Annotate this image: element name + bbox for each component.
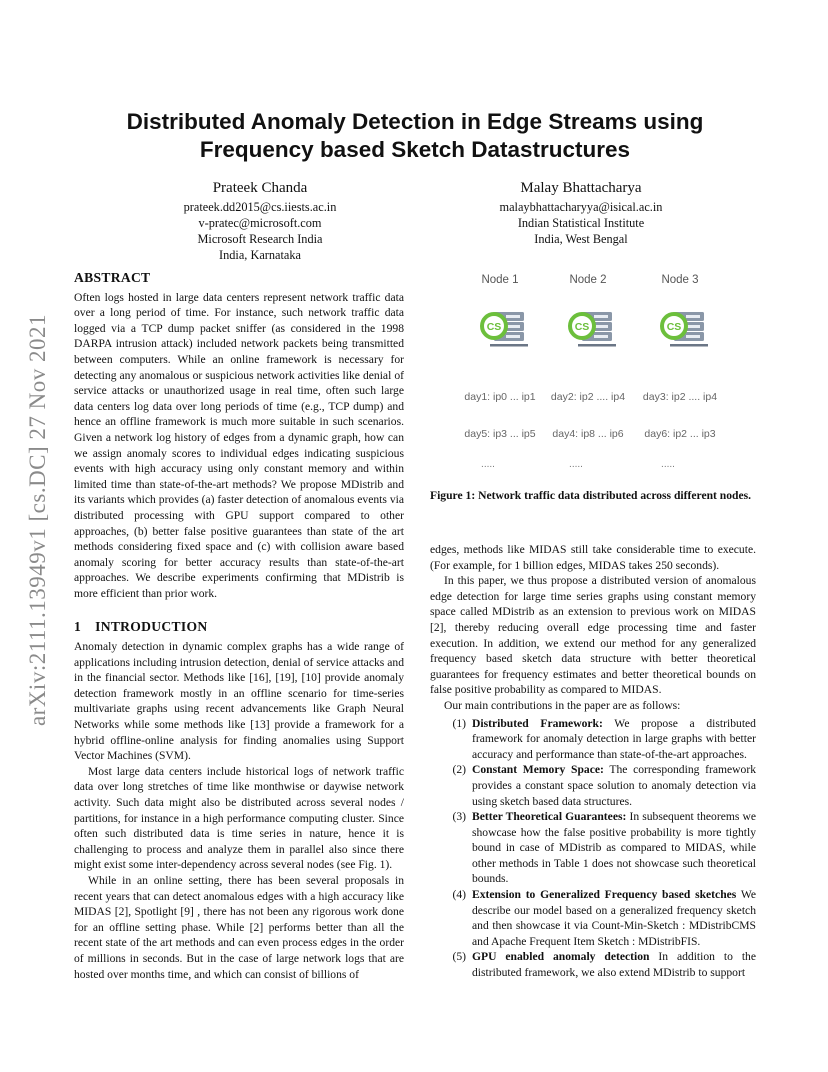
ellipsis-label: ..... [481, 459, 495, 470]
contribution-item [430, 949, 756, 980]
node-label: Node 1 [481, 274, 519, 286]
server-icon [570, 312, 616, 347]
contribution-item [430, 809, 756, 887]
server-slot [594, 315, 608, 318]
contributions-list [430, 716, 756, 981]
contribution-number: (3) [452, 810, 466, 824]
author-name: Malay Bhattacharya [520, 180, 642, 196]
server-slot [506, 325, 520, 328]
node-label: Node 2 [569, 274, 607, 286]
contribution-body [472, 762, 756, 809]
author-email: malaybhattacharyya@isical.ac.in [499, 200, 663, 214]
contribution-title: Extension to Generalized Frequency based sketches [472, 888, 737, 902]
abstract-heading: ABSTRACT [74, 270, 151, 285]
abstract-text: Often logs hosted in large data centers represent network traffic data over a long period of time. For instance, such network traffic data logged via a TCP dump packet sniffer (as considered in the 1998 DARPA intrusion attack) included network packets being transmitted between computers. While an online framework is necessary for detecting any anomalous or suspicious network activities like denial of service attacks or unauthorized usage in real time, often such large data centers log data over long periods of time (e.g., TCP dump) and hence an offline framework is much more suitable in such scenarios. Given a network log history of edges from a dynamic graph, how can we assign anomaly scores to individual edges indicating suspicious events with high accuracy using only constant memory and within limited time than state-of-the-art methods? We propose MDistrib and its variants which provides (a) faster detection of anomalous events via distributed processing with GPU support compared to other approaches, (b) better false positive guarantees than state of the art methods considering fixed space and (c) with collision aware based anomaly scoring for better accuracy results than state-of-the-art approaches. We describe experiments confirming that MDistrib is more efficient than prior work. [74, 290, 404, 600]
contribution-text: In subsequent theorems we showcase how the false positive probability is more tightly bound in case of MDistrib as compared to MIDAS, while other methods in Table 1 does not showcase such theoretical bounds. [472, 810, 756, 886]
arxiv-stamp-text: arXiv:2111.13949v1 [cs.DC] 27 Nov 2021 [25, 313, 50, 727]
server-slot [686, 325, 700, 328]
author-affiliation: Indian Statistical Institute [517, 216, 645, 230]
contribution-title: GPU enabled anomaly detection [472, 950, 650, 964]
server-base [490, 344, 528, 347]
server-slot [686, 315, 700, 318]
server-slot [506, 335, 520, 338]
right-paragraph-1: edges, methods like MIDAS still take considerable time to execute. (For example, for 1 billion edges, MIDAS takes 250 seconds). [430, 543, 756, 572]
contribution-number: (5) [452, 950, 466, 964]
intro-paragraph-2: Most large data centers include historical logs of network traffic data over long stretches of time like monthwise or daywise network activity. Such data might also be distributed across several nodes / partitions, for instance in a high performance computing cluster. Since often such distributed data is time series in nature, hence it is challenging to process and analyze them in parallel also since there might exist some inter-dependency across several nodes (see Fig. 1). [74, 764, 404, 872]
day-range-label: day5: ip3 ... ip5 [464, 428, 536, 440]
author-email: prateek.dd2015@cs.iiests.ac.in [183, 200, 337, 214]
day-range-label: day4: ip8 ... ip6 [552, 428, 624, 440]
section-title: INTRODUCTION [95, 619, 208, 635]
contribution-title: Better Theoretical Guarantees: [472, 810, 627, 824]
author-location: India, Karnataka [219, 248, 301, 262]
node-label: Node 3 [661, 274, 699, 286]
cs-logo-text: CS [666, 321, 682, 333]
server-base [670, 344, 708, 347]
server-slot [506, 315, 520, 318]
figure-caption: Figure 1: Network traffic data distributed across different nodes. [430, 489, 752, 502]
contribution-body [472, 716, 756, 763]
contribution-body [472, 949, 756, 980]
server-icon [662, 312, 708, 347]
contribution-title: Constant Memory Space: [472, 763, 604, 777]
figure-1-diagram [430, 268, 756, 478]
contribution-item [430, 887, 756, 949]
contribution-item [430, 762, 756, 809]
contribution-text: We propose a distributed framework for anomaly detection in large graphs with better accuracy and performance than state-of-the-art approaches. [472, 716, 756, 761]
server-icon [482, 312, 528, 347]
right-column [430, 542, 756, 981]
author-block-1 [130, 178, 390, 263]
author-name: Prateek Chanda [212, 180, 308, 196]
author-email-alt: v-pratec@microsoft.com [198, 216, 322, 230]
ellipsis-label: ..... [661, 459, 675, 470]
contribution-item [430, 716, 756, 763]
author-block-2 [450, 178, 712, 247]
paper-title [74, 108, 756, 164]
contribution-body [472, 887, 756, 949]
contribution-text: We describe our model based on a generalized frequency sketch and then showcase it via Count-Min-Sketch : MDistribCMS and Apache Frequent Item Sketch : MDistribFIS. [472, 888, 756, 948]
section-number: 1 [74, 619, 82, 635]
title-line-2: Frequency based Sketch Datastructures [199, 137, 631, 162]
day-range-label: day1: ip0 ... ip1 [464, 391, 536, 403]
arxiv-stamp [18, 280, 58, 760]
author-affiliation: Microsoft Research India [197, 232, 323, 246]
author-location: India, West Bengal [534, 232, 628, 246]
contribution-body [472, 809, 756, 887]
server-slot [594, 335, 608, 338]
contribution-text: In addition to the distributed framework, we also extend MDistrib to support [472, 950, 756, 980]
contribution-number: (4) [452, 888, 466, 902]
introduction-heading [74, 619, 404, 635]
server-base [578, 344, 616, 347]
day-range-label: day2: ip2 .... ip4 [550, 391, 626, 403]
contribution-number: (1) [452, 716, 466, 730]
cs-logo-text: CS [574, 321, 590, 333]
title-line-1: Distributed Anomaly Detection in Edge Streams using [126, 109, 704, 134]
contribution-number: (2) [452, 763, 466, 777]
right-paragraph-3: Our main contributions in the paper are as follows: [444, 698, 681, 712]
server-slot [594, 325, 608, 328]
day-range-label: day6: ip2 ... ip3 [644, 428, 716, 440]
intro-paragraph-3: While in an online setting, there has been several proposals in recent years that can detect anomalous edges with a high accuracy like MIDAS [2], Spotlight [9] , there has not been any rigorous work done for an offline setting phase. While [2] performs better than all the recent state of the art methods and can even process edges in the order of millions in seconds. But in the case of large network logs that are hosted over months time, and which can consist of billions of [74, 873, 404, 981]
contribution-title: Distributed Framework: [472, 716, 603, 730]
cs-logo-text: CS [486, 321, 502, 333]
left-column [74, 270, 404, 982]
ellipsis-label: ..... [569, 459, 583, 470]
day-range-label: day3: ip2 .... ip4 [642, 391, 718, 403]
server-slot [686, 335, 700, 338]
right-paragraph-2: In this paper, we thus propose a distributed version of anomalous edge detection for large time series graphs using constant memory space called MDistrib as an extension to previous work on MIDAS [2], thereby reducing overall edge processing time and faster execution. In addition, we extend our method for any generalized frequency based sketch data structure with better theoretical guarantees for frequency estimates and better theoretical bounds on false positive probability as compared to MIDAS. [430, 574, 756, 697]
intro-paragraph-1: Anomaly detection in dynamic complex graphs has a wide range of applications including intrusion detection, denial of service attacks and in the financial sector. Methods like [16], [19], [10] provide anomaly detection framework mostly in an offline scenario for time-series multivariate graphs using recent advancements like Graph Neural Networks while some methods like [13] provide a framework for a hybrid offline-online analysis for finding anomalies using Support Vector Machines (SVM). [74, 640, 404, 763]
contribution-text: The corresponding framework provides a constant space solution to anomaly detection via using sketch based data structures. [472, 763, 756, 808]
